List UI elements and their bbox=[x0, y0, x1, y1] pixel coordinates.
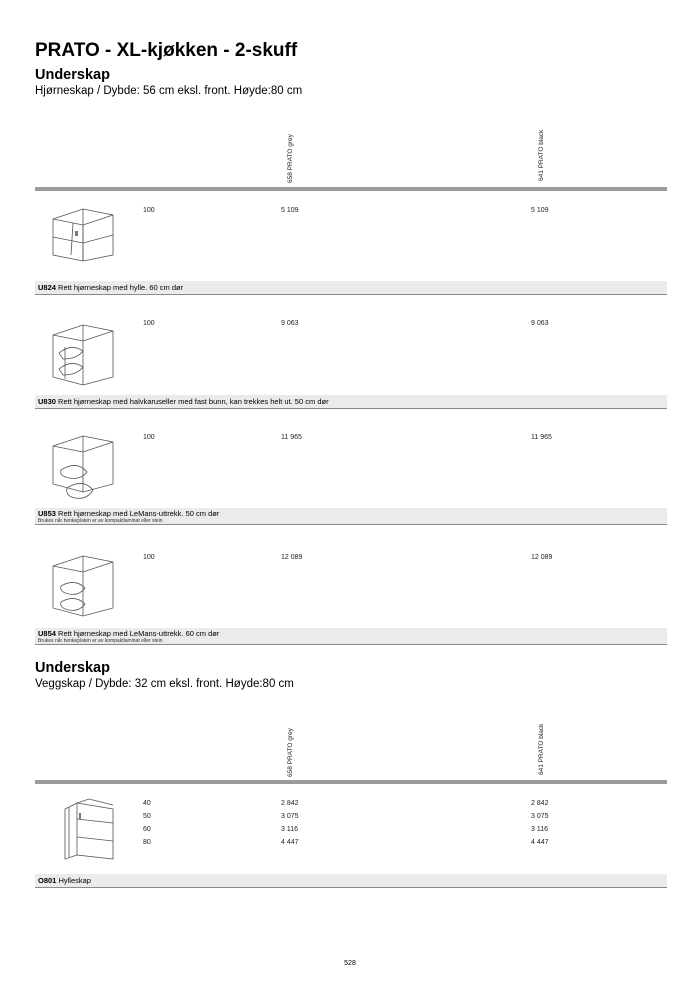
corner-cabinet-lemans-image bbox=[47, 430, 117, 506]
wall-shelf-cabinet-image bbox=[47, 797, 117, 865]
price-grey: 3 075 bbox=[281, 813, 299, 820]
price-black: 3 075 bbox=[531, 813, 549, 820]
section-title: Underskap bbox=[35, 67, 110, 83]
width-value: 80 bbox=[143, 839, 151, 846]
price-grey: 5 109 bbox=[281, 207, 299, 214]
item-code: U854 bbox=[38, 629, 56, 638]
corner-cabinet-lemans-image bbox=[47, 552, 117, 622]
price-black: 3 116 bbox=[531, 826, 548, 833]
item-description: Hylleskap bbox=[58, 876, 91, 885]
price-black: 9 063 bbox=[531, 320, 549, 327]
product-item bbox=[35, 314, 667, 410]
price-grey: 12 089 bbox=[281, 554, 303, 561]
price-black: 5 109 bbox=[531, 207, 549, 214]
item-description: Rett hjørneskap med LeMans-uttrekk. 60 cm dør bbox=[58, 629, 220, 638]
width-value: 100 bbox=[143, 320, 155, 327]
item-note: Brukes når benkeplaten er av kompaktlaminat eller stein bbox=[38, 518, 163, 524]
item-code: O801 bbox=[38, 876, 57, 885]
item-label-bar bbox=[35, 628, 667, 645]
column-header-black: 641 PRATO black bbox=[538, 129, 545, 181]
item-label-bar bbox=[35, 874, 667, 888]
price-black: 2 842 bbox=[531, 800, 549, 807]
item-note: Brukes når benkeplaten er av kompaktlaminat eller stein bbox=[38, 638, 163, 644]
item-description: Rett hjørneskap med halvkaruseller med fast bunn, kan trekkes helt ut. 50 cm dør bbox=[58, 397, 329, 406]
page-title: PRATO - XL-kjøkken - 2-skuff bbox=[35, 40, 298, 61]
header-rule bbox=[35, 187, 667, 191]
product-item bbox=[35, 428, 667, 528]
item-label-bar bbox=[35, 281, 667, 295]
price-grey: 4 447 bbox=[281, 839, 299, 846]
product-item bbox=[35, 546, 667, 650]
corner-cabinet-carousel-image bbox=[47, 319, 117, 389]
header-rule bbox=[35, 780, 667, 784]
column-header-grey: 658 PRATO grey bbox=[287, 728, 294, 777]
item-description: Rett hjørneskap med hylle. 60 cm dør bbox=[58, 283, 184, 292]
corner-cabinet-shelf-image bbox=[47, 205, 117, 263]
section-title: Underskap bbox=[35, 660, 110, 676]
item-label-bar bbox=[35, 508, 667, 525]
width-value: 100 bbox=[143, 207, 155, 214]
price-black: 12 089 bbox=[531, 554, 553, 561]
section-subtitle: Veggskap / Dybde: 32 cm eksl. front. Høyde:80 cm bbox=[35, 678, 294, 690]
price-grey: 11 965 bbox=[281, 434, 302, 441]
item-label-bar bbox=[35, 395, 667, 409]
width-value: 60 bbox=[143, 826, 151, 833]
column-header-grey: 658 PRATO grey bbox=[287, 134, 294, 183]
width-value: 100 bbox=[143, 554, 155, 561]
page-number: 528 bbox=[344, 960, 356, 967]
item-code: U853 bbox=[38, 509, 56, 518]
price-grey: 9 063 bbox=[281, 320, 299, 327]
section-subtitle: Hjørneskap / Dybde: 56 cm eksl. front. Høyde:80 cm bbox=[35, 85, 303, 97]
price-black: 11 965 bbox=[531, 434, 552, 441]
price-black: 4 447 bbox=[531, 839, 549, 846]
item-code: U830 bbox=[38, 397, 56, 406]
product-item bbox=[35, 200, 667, 296]
column-header-black: 641 PRATO black bbox=[538, 723, 545, 775]
width-value: 40 bbox=[143, 800, 151, 807]
item-code: U824 bbox=[38, 283, 56, 292]
price-grey: 2 842 bbox=[281, 800, 299, 807]
product-item bbox=[35, 794, 667, 894]
width-value: 50 bbox=[143, 813, 151, 820]
width-value: 100 bbox=[143, 434, 155, 441]
item-description: Rett hjørneskap med LeMans-uttrekk. 50 cm dør bbox=[58, 509, 220, 518]
price-grey: 3 116 bbox=[281, 826, 298, 833]
